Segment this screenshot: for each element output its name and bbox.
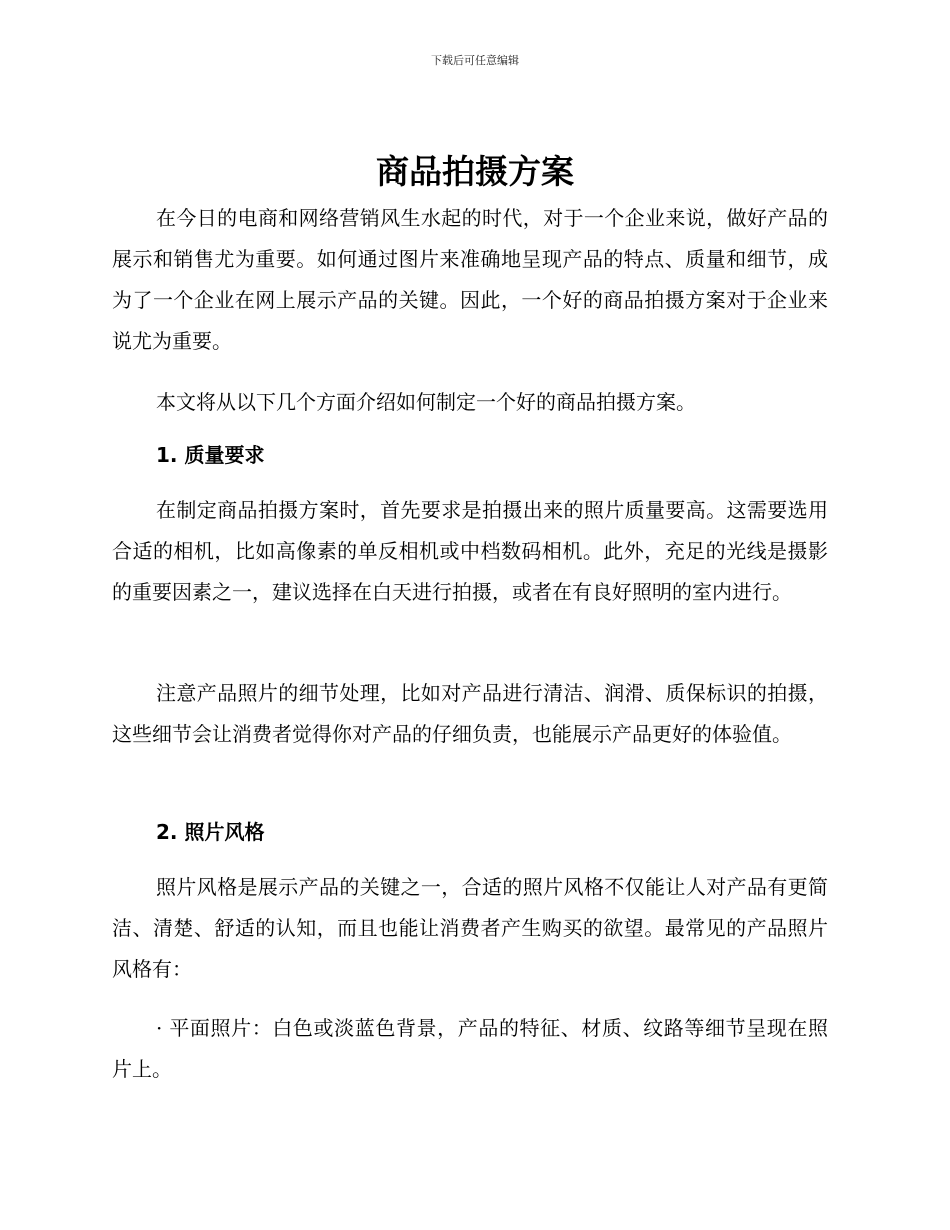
section-heading-photo-style: 2. 照片风格 [156, 820, 265, 844]
photo-style-bullet-flat: · 平面照片：白色或淡蓝色背景，产品的特征、材质、纹路等细节呈现在照片上。 [112, 1016, 828, 1081]
document-title: 商品拍摄方案 [376, 152, 574, 191]
overview-paragraph: 本文将从以下几个方面介绍如何制定一个好的商品拍摄方案。 [156, 390, 696, 414]
photo-style-paragraph: 照片风格是展示产品的关键之一，合适的照片风格不仅能让人对产品有更简洁、清楚、舒适的认知，而且也能让消费者产生购买的欲望。最常见的产品照片风格有： [112, 875, 828, 981]
quality-paragraph-2: 注意产品照片的细节处理，比如对产品进行清洁、润滑、质保标识的拍摄，这些细节会让消费者觉得你对产品的仔细负责，也能展示产品更好的体验值。 [112, 681, 828, 746]
header-note: 下载后可任意编辑 [431, 54, 519, 67]
section-heading-quality: 1. 质量要求 [156, 443, 265, 467]
quality-paragraph-1: 在制定商品拍摄方案时，首先要求是拍摄出来的照片质量要高。这需要选用合适的相机，比如高像素的单反相机或中档数码相机。此外，充足的光线是摄影的重要因素之一，建议选择在白天进行拍摄，或者在有良好照明的室内进行。 [112, 498, 828, 604]
intro-paragraph: 在今日的电商和网络营销风生水起的时代，对于一个企业来说，做好产品的展示和销售尤为重要。如何通过图片来准确地呈现产品的特点、质量和细节，成为了一个企业在网上展示产品的关键。因此，一个好的商品拍摄方案对于企业来说尤为重要。 [112, 206, 828, 353]
